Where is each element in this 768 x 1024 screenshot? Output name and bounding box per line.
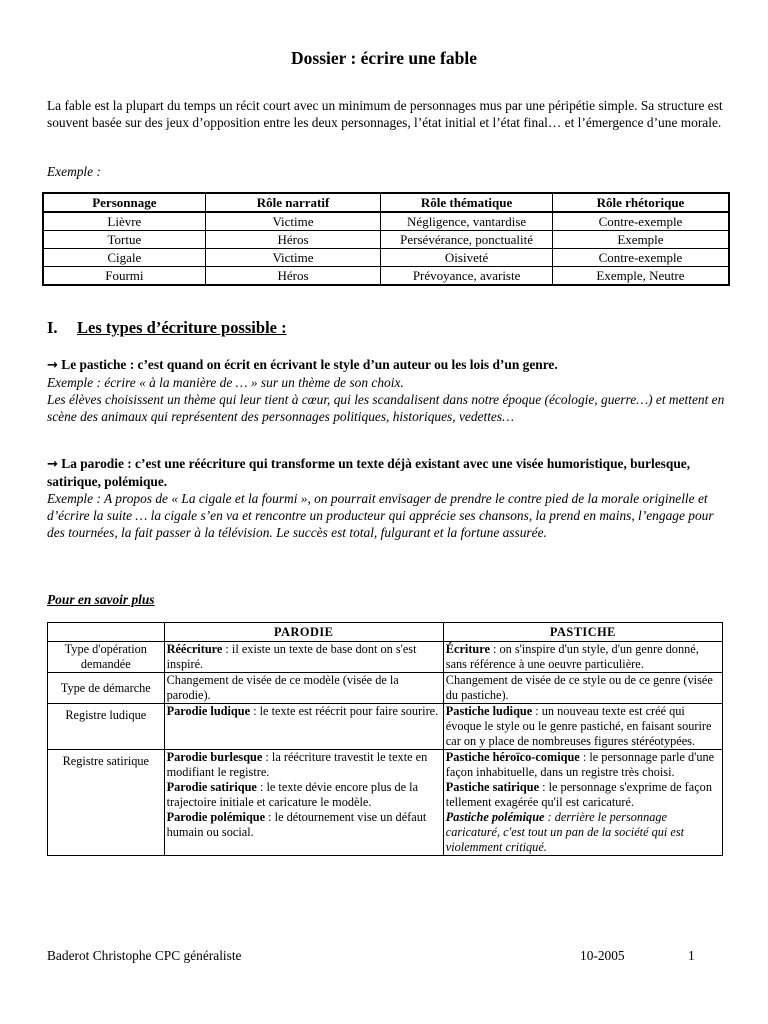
arrow-right-icon: → bbox=[47, 358, 58, 373]
parodie-heading bbox=[47, 455, 727, 490]
cell-term: Parodie ludique bbox=[166, 704, 251, 718]
table-cell: Changement de visée de ce style ou de ce genre (visée du pastiche). bbox=[443, 673, 722, 704]
footer-page-number: 1 bbox=[688, 948, 695, 963]
cell-text: : le personnage parle d'une façon inhabituelle, dans un registre très choisi. bbox=[445, 750, 715, 779]
table-row bbox=[43, 249, 729, 267]
table-cell: Changement de visée de ce modèle (visée de la parodie). bbox=[164, 673, 443, 704]
section-title: Les types d’écriture possible : bbox=[77, 318, 287, 337]
table-cell bbox=[443, 704, 722, 750]
table-cell: Héros bbox=[205, 267, 381, 286]
table-row bbox=[43, 212, 729, 231]
cell-term: Pastiche polémique bbox=[445, 810, 545, 824]
table-cell: Fourmi bbox=[43, 267, 205, 286]
footer-author: Baderot Christophe CPC généraliste bbox=[47, 948, 242, 963]
cell-paragraph bbox=[446, 810, 720, 855]
table-cell: Oisiveté bbox=[381, 249, 553, 267]
table-cell bbox=[164, 750, 443, 856]
table-row bbox=[43, 231, 729, 249]
table-row bbox=[48, 750, 723, 856]
table-header: Rôle narratif bbox=[205, 193, 381, 212]
cell-text: : il existe un texte de base dont on s'est inspiré. bbox=[166, 642, 417, 671]
example-label: Exemple : bbox=[47, 164, 101, 179]
arrow-right-icon: → bbox=[47, 457, 58, 472]
parodie-block bbox=[47, 455, 727, 541]
cell-text: : un nouveau texte est créé qui évoque le style ou le genre pastiché, en faisant sourire car on y place de nombreuses figures stéréotypées. bbox=[445, 704, 712, 748]
row-label: Type d'opération demandée bbox=[48, 642, 165, 673]
more-info-heading: Pour en savoir plus bbox=[47, 592, 155, 607]
cell-text: : la réécriture travestit le texte en modifiant le registre. bbox=[166, 750, 428, 779]
pastiche-example: Exemple : écrire « à la manière de … » sur un thème de son choix. bbox=[47, 375, 404, 390]
column-header-pastiche: PASTICHE bbox=[443, 623, 722, 642]
table-cell: Héros bbox=[205, 231, 381, 249]
footer-date: 10-2005 bbox=[580, 948, 625, 963]
table-cell: Exemple, Neutre bbox=[552, 267, 729, 286]
table-cell: Contre-exemple bbox=[552, 249, 729, 267]
table-cell bbox=[443, 750, 722, 856]
table-cell bbox=[164, 704, 443, 750]
table-cell bbox=[443, 642, 722, 673]
cell-paragraph bbox=[446, 750, 720, 780]
cell-term: Pastiche satirique bbox=[445, 780, 540, 794]
cell-term: Parodie satirique bbox=[166, 780, 257, 794]
cell-paragraph bbox=[167, 780, 441, 810]
pastiche-heading bbox=[47, 356, 727, 374]
table-header: Rôle thématique bbox=[381, 193, 553, 212]
table-cell: Exemple bbox=[552, 231, 729, 249]
cell-text: : le détournement vise un défaut humain ou social. bbox=[166, 810, 427, 839]
table-cell: Lièvre bbox=[43, 212, 205, 231]
pastiche-heading-text: Le pastiche : c’est quand on écrit en écrivant le style d’un auteur ou les lois d’un genre. bbox=[61, 357, 558, 372]
table-cell bbox=[164, 642, 443, 673]
cell-paragraph bbox=[167, 810, 441, 840]
cell-term: Pastiche ludique bbox=[445, 704, 533, 718]
section-heading bbox=[47, 320, 287, 336]
cell-text: : derrière le personnage caricaturé, c'est tout un pan de la société qui est violemment critiqué. bbox=[445, 810, 685, 854]
roles-table bbox=[42, 192, 730, 286]
row-label: Type de démarche bbox=[48, 673, 165, 704]
pastiche-block bbox=[47, 356, 727, 425]
table-header-row bbox=[43, 193, 729, 212]
table-header: Personnage bbox=[43, 193, 205, 212]
table-header: Rôle rhétorique bbox=[552, 193, 729, 212]
table-cell: Contre-exemple bbox=[552, 212, 729, 231]
table-cell: Négligence, vantardise bbox=[381, 212, 553, 231]
table-corner-cell bbox=[48, 623, 165, 642]
table-cell: Prévoyance, avariste bbox=[381, 267, 553, 286]
cell-paragraph bbox=[446, 780, 720, 810]
cell-text: : le texte est réécrit pour faire sourire. bbox=[250, 704, 439, 718]
page-title: Dossier : écrire une fable bbox=[291, 48, 477, 68]
cell-paragraph bbox=[167, 750, 441, 780]
table-cell: Victime bbox=[205, 249, 381, 267]
intro-paragraph: La fable est la plupart du temps un récit court avec un minimum de personnages mus par une péripétie simple. Sa structure est souvent basée sur des jeux d’opposition entre les deux personnages, l’état initial et l’état final… et l’émergence d’une morale. bbox=[47, 98, 723, 130]
cell-term: Pastiche héroïco-comique bbox=[445, 750, 580, 764]
section-number: I. bbox=[47, 318, 58, 337]
comparison-table bbox=[47, 622, 723, 856]
table-row bbox=[48, 673, 723, 704]
row-label: Registre ludique bbox=[48, 704, 165, 750]
pastiche-description: Les élèves choisissent un thème qui leur tient à cœur, qui les scandalisent dans notre époque (écologie, guerre…) et mettent en scène des animaux qui représentent des personnages politiques, historiques, vedettes… bbox=[47, 392, 725, 424]
cell-term: Parodie burlesque bbox=[166, 750, 263, 764]
table-cell: Persévérance, ponctualité bbox=[381, 231, 553, 249]
table-cell: Tortue bbox=[43, 231, 205, 249]
table-row bbox=[48, 642, 723, 673]
table-cell: Cigale bbox=[43, 249, 205, 267]
cell-text: : on s'inspire d'un style, d'un genre donné, sans référence à une oeuvre particulière. bbox=[445, 642, 699, 671]
cell-term: Écriture bbox=[445, 642, 490, 656]
row-label: Registre satirique bbox=[48, 750, 165, 856]
table-row bbox=[43, 267, 729, 286]
parodie-example: Exemple : A propos de « La cigale et la fourmi », on pourrait envisager de prendre le contre pied de la morale originelle et d’écrire la suite … la cigale s’en va et rencontre un producteur qui apprécie ses chansons, la prend en mains, l’engage pour des tournées, la fait passer à la télévision. Le succès est total, fulgurant et la fortune assurée. bbox=[47, 491, 714, 540]
table-header-row bbox=[48, 623, 723, 642]
table-cell: Victime bbox=[205, 212, 381, 231]
cell-text: : le texte dévie encore plus de la trajectoire initiale et caricature le modèle. bbox=[166, 780, 419, 809]
cell-text: : le personnage s'exprime de façon tellement exagérée qu'il est caricaturé. bbox=[445, 780, 712, 809]
column-header-parodie: PARODIE bbox=[164, 623, 443, 642]
table-row bbox=[48, 704, 723, 750]
parodie-heading-text: La parodie : c’est une réécriture qui transforme un texte déjà existant avec une visée humoristique, burlesque, satirique, polémique. bbox=[47, 456, 691, 489]
cell-term: Parodie polémique bbox=[166, 810, 266, 824]
cell-term: Réécriture bbox=[166, 642, 223, 656]
